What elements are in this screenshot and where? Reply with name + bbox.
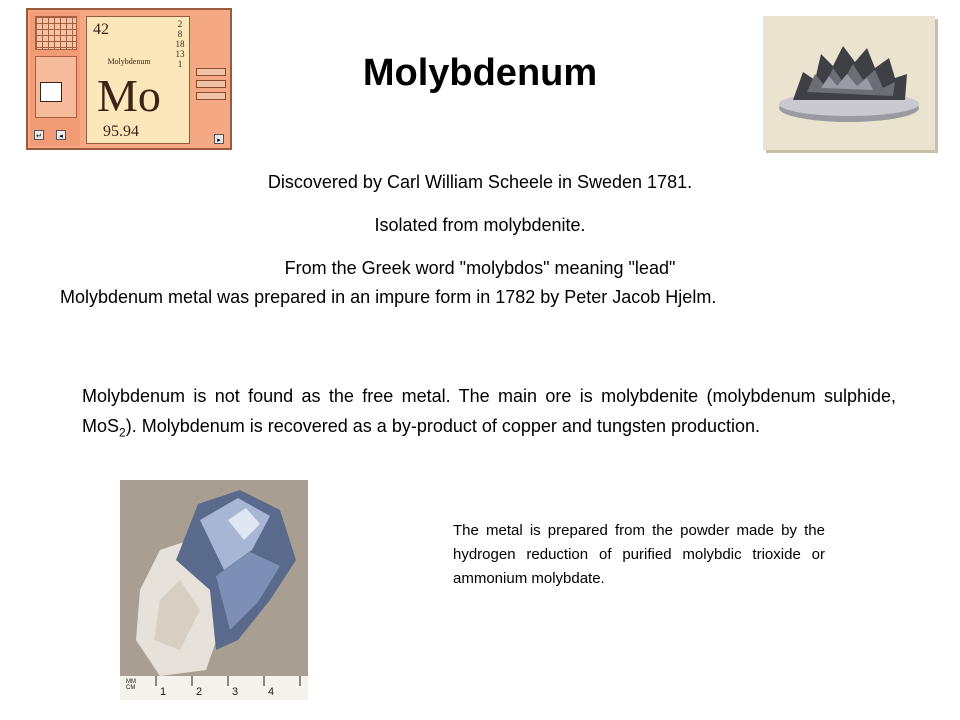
isolation-line: Isolated from molybdenite. — [374, 215, 586, 235]
shell-value: 13 — [175, 49, 185, 59]
back-arrow-icon[interactable]: ↵ — [34, 130, 44, 140]
page-title: Molybdenum — [362, 52, 598, 94]
shell-value: 2 — [177, 19, 183, 29]
shell-value: 18 — [175, 39, 185, 49]
element-name: Molybdenum — [107, 57, 151, 66]
dish-illustration — [763, 16, 935, 150]
shell-value: 8 — [177, 29, 183, 39]
molybdenum-dish-photo — [763, 16, 935, 150]
ore-text: Molybdenum is not found as the free metal. The main ore is molybdenite (molybdenum sulphide, MoS — [82, 386, 896, 436]
ruler-label: 1 — [160, 686, 167, 698]
atomic-mass: 95.94 — [103, 123, 139, 140]
ruler-label: 4 — [268, 686, 275, 698]
etymology-line: From the Greek word "molybdos" meaning "lead" — [284, 258, 676, 278]
mineral-illustration — [120, 480, 308, 700]
ore-subscript: 2 — [119, 425, 126, 440]
left-arrow-icon[interactable]: ◂ — [56, 130, 66, 140]
preparation-paragraph: Molybdenum metal was prepared in an impure form in 1782 by Peter Jacob Hjelm. — [60, 287, 717, 307]
atomic-number: 42 — [93, 21, 109, 38]
ore-text-continued: ). Molybdenum is recovered as a by-product of copper and tungsten production. — [125, 416, 761, 436]
ruler-label: 3 — [232, 686, 239, 698]
shell-value: 1 — [177, 59, 183, 69]
right-arrow-icon[interactable]: ▸ — [214, 134, 224, 144]
element-symbol: Mo — [97, 70, 161, 121]
ruler-label: 2 — [196, 686, 203, 698]
metal-preparation-paragraph: The metal is prepared from the powder made by the hydrogen reduction of purified molybdic trioxide or ammonium molybdate. — [453, 522, 825, 587]
mini-periodic-table — [35, 16, 77, 50]
ore-paragraph — [82, 381, 896, 448]
discovery-line: Discovered by Carl William Scheele in Sweden 1781. — [267, 172, 693, 192]
ruler-unit-label: MM CM — [126, 679, 136, 691]
molybdenite-photo — [120, 480, 308, 700]
